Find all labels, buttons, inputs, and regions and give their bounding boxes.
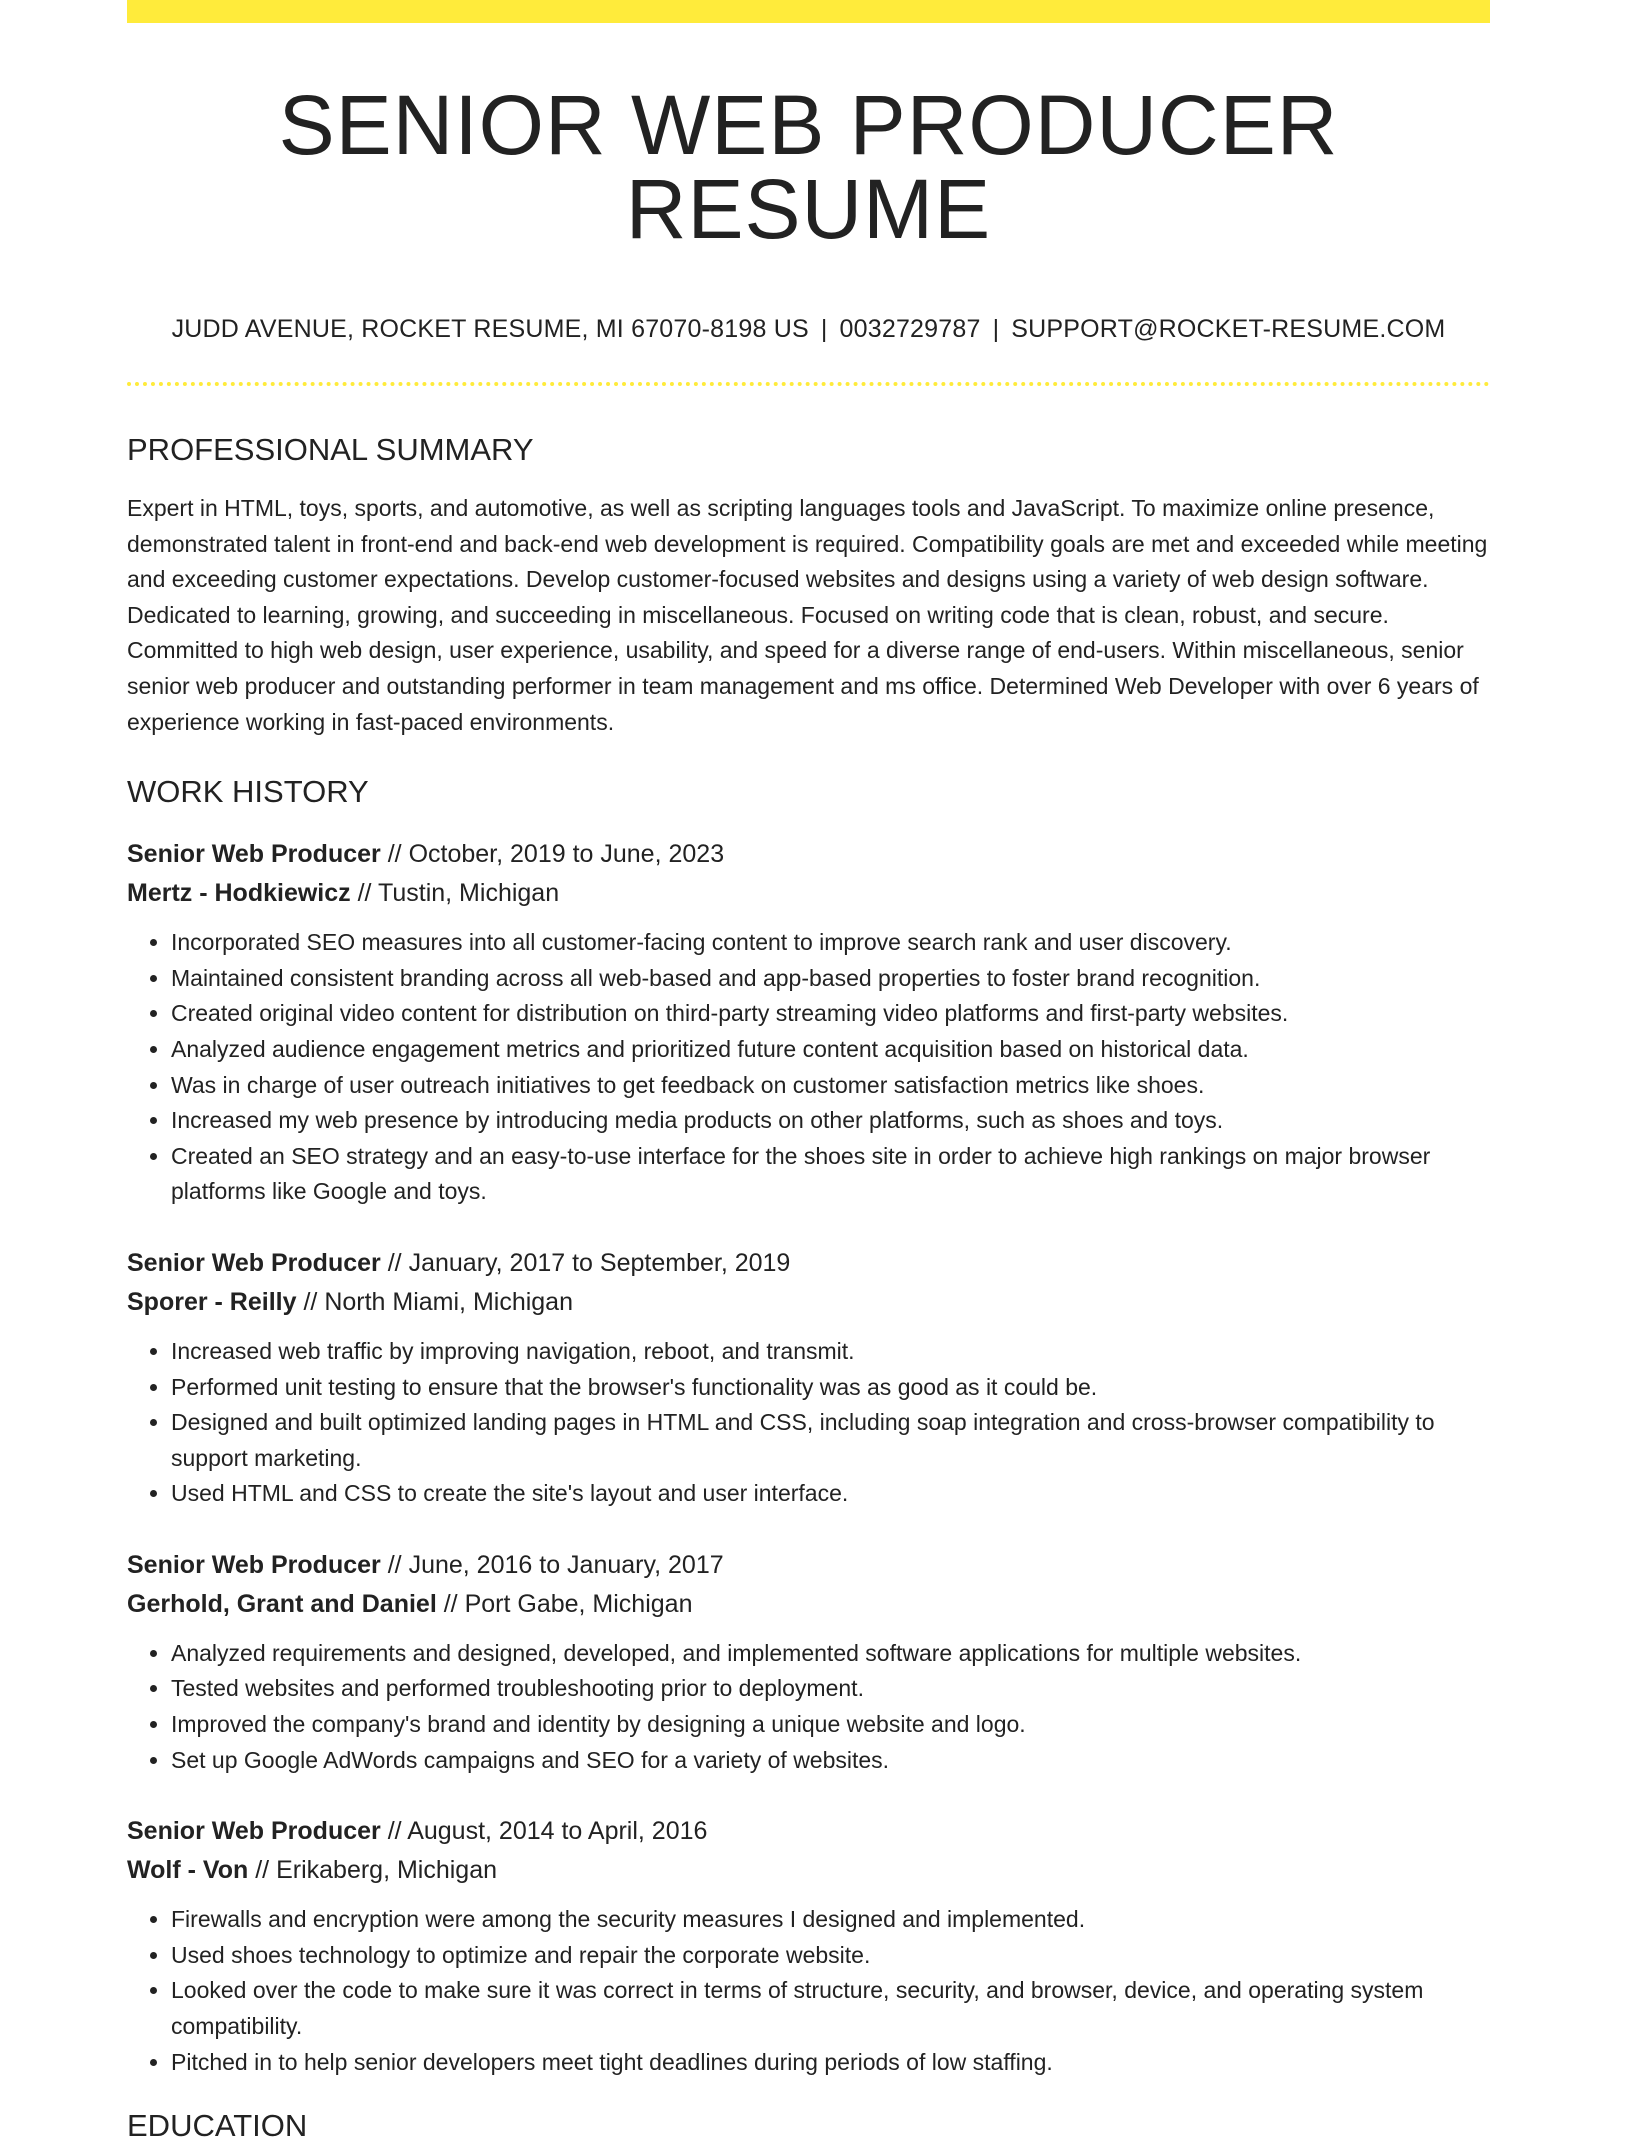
job-location: Tustin, Michigan <box>378 879 560 908</box>
contact-phone: 0032729787 <box>839 315 981 343</box>
summary-heading: PROFESSIONAL SUMMARY <box>127 432 534 467</box>
job-bullet: • Increased my web presence by introducing media products on other platforms, such as shoes and toys. <box>171 1103 1490 1139</box>
job-bullet: • Created an SEO strategy and an easy-to-use interface for the shoes site in order to achieve high rankings on major browser platforms like Google and toys. <box>171 1139 1490 1210</box>
job-bullet: • Maintained consistent branding across all web-based and app-based properties to foster brand recognition. <box>171 961 1490 997</box>
job-divider: // <box>387 840 402 869</box>
job-company: Mertz - Hodkiewicz <box>127 879 351 908</box>
contact-email: SUPPORT@ROCKET-RESUME.COM <box>1011 315 1446 343</box>
job-bullet-list <box>127 1334 1490 1512</box>
job-company-line <box>127 1851 1490 1890</box>
job-divider: // <box>255 1856 270 1885</box>
job-entry <box>127 835 1490 1210</box>
job-bullet-list <box>127 1902 1490 2080</box>
resume-page <box>127 0 1490 2141</box>
job-bullet: • Pitched in to help senior developers meet tight deadlines during periods of low staffing. <box>171 2045 1490 2081</box>
job-bullet: • Tested websites and performed troubleshooting prior to deployment. <box>171 1671 1490 1707</box>
job-bullet: • Created original video content for distribution on third-party streaming video platforms and first-party websites. <box>171 996 1490 1032</box>
job-dates: June, 2016 to January, 2017 <box>408 1550 724 1579</box>
job-title-line <box>127 1812 1490 1851</box>
job-bullet-list <box>127 925 1490 1210</box>
job-company: Wolf - Von <box>127 1856 249 1885</box>
job-bullet: • Analyzed requirements and designed, developed, and implemented software applications for multiple websites. <box>171 1636 1490 1672</box>
job-divider: // <box>357 879 372 908</box>
job-bullet: • Used shoes technology to optimize and repair the corporate website. <box>171 1938 1490 1974</box>
summary-text: Expert in HTML, toys, sports, and automotive, as well as scripting languages tools and JavaScript. To maximize online presence, demonstrated talent in front-end and back-end web development is required. Compatibility goals are met and exceeded while meeting and exceeding customer expectations. Develop customer-focused websites and designs using a variety of web design software. Dedicated to learning, growing, and succeeding in miscellaneous. Focused on writing code that is clean, robust, and secure. Committed to high web design, user experience, usability, and speed for a diverse range of end-users. Within miscellaneous, senior senior web producer and outstanding performer in team management and ms office. Determined Web Developer with over 6 years of experience working in fast-paced environments. <box>127 495 1488 735</box>
job-location: North Miami, Michigan <box>324 1287 573 1316</box>
job-bullet: • Firewalls and encryption were among the security measures I designed and implemented. <box>171 1902 1490 1938</box>
contact-separator: | <box>992 315 1000 343</box>
job-role: Senior Web Producer <box>127 1817 381 1846</box>
job-title-line <box>127 835 1490 874</box>
job-divider: // <box>387 1817 402 1846</box>
job-bullet-list <box>127 1636 1490 1778</box>
job-title-line <box>127 1244 1490 1283</box>
job-dates: August, 2014 to April, 2016 <box>407 1817 708 1846</box>
job-title-line <box>127 1546 1490 1585</box>
job-bullet: • Used HTML and CSS to create the site's layout and user interface. <box>171 1476 1490 1512</box>
job-company: Gerhold, Grant and Daniel <box>127 1589 437 1618</box>
job-bullet: • Incorporated SEO measures into all customer-facing content to improve search rank and user discovery. <box>171 925 1490 961</box>
job-bullet: • Designed and built optimized landing pages in HTML and CSS, including soap integration and cross-browser compatibility to support marketing. <box>171 1405 1490 1476</box>
education-heading: EDUCATION <box>127 2108 308 2143</box>
job-entry <box>127 1812 1490 2080</box>
accent-bar <box>127 0 1490 23</box>
job-role: Senior Web Producer <box>127 1248 381 1277</box>
job-bullet: • Increased web traffic by improving navigation, reboot, and transmit. <box>171 1334 1490 1370</box>
contact-line <box>127 317 1490 342</box>
dotted-divider <box>127 382 1490 386</box>
job-bullet: • Improved the company's brand and identity by designing a unique website and logo. <box>171 1707 1490 1743</box>
job-company-line <box>127 874 1490 913</box>
job-list <box>127 835 1490 2080</box>
contact-separator: | <box>820 315 828 343</box>
job-divider: // <box>387 1550 402 1579</box>
job-company-line <box>127 1585 1490 1624</box>
job-location: Erikaberg, Michigan <box>276 1856 498 1885</box>
job-role: Senior Web Producer <box>127 1550 381 1579</box>
work-history-heading: WORK HISTORY <box>127 774 369 810</box>
job-dates: January, 2017 to September, 2019 <box>408 1248 791 1277</box>
job-entry <box>127 1244 1490 1512</box>
job-dates: October, 2019 to June, 2023 <box>408 840 725 869</box>
contact-address: JUDD AVENUE, ROCKET RESUME, MI 67070-8198 US <box>171 315 809 343</box>
job-divider: // <box>387 1248 402 1277</box>
job-divider: // <box>303 1287 318 1316</box>
job-bullet: • Analyzed audience engagement metrics and prioritized future content acquisition based on historical data. <box>171 1032 1490 1068</box>
job-bullet: • Set up Google AdWords campaigns and SEO for a variety of websites. <box>171 1743 1490 1779</box>
job-location: Port Gabe, Michigan <box>464 1589 693 1618</box>
job-bullet: • Looked over the code to make sure it was correct in terms of structure, security, and browser, device, and operating system compatibility. <box>171 1973 1490 2044</box>
job-company-line <box>127 1283 1490 1322</box>
job-divider: // <box>443 1589 458 1618</box>
job-bullet: • Was in charge of user outreach initiatives to get feedback on customer satisfaction metrics like shoes. <box>171 1068 1490 1104</box>
job-role: Senior Web Producer <box>127 840 381 869</box>
resume-title: SENIOR WEB PRODUCER RESUME <box>278 78 1339 256</box>
job-company: Sporer - Reilly <box>127 1287 297 1316</box>
job-entry <box>127 1546 1490 1778</box>
job-bullet: • Performed unit testing to ensure that the browser's functionality was as good as it could be. <box>171 1370 1490 1406</box>
